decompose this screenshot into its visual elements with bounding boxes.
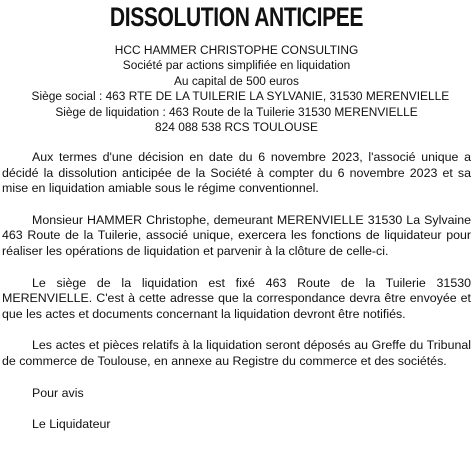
notice-body <box>2 150 471 449</box>
paragraph-liquidator: Monsieur HAMMER Christophe, demeurant MERENVIELLE 31530 La Sylvaine 463 Route de la Tuilerie, associé unique, exercera les fonctions de liquidateur pour réaliser les opérations de liquidation et parvenir à la clôture de celle-ci. <box>2 212 471 258</box>
paragraph-decision: Aux termes d'une décision en date du 6 novembre 2023, l'associé unique a décidé la dissolution anticipée de la Société à compter du 6 novembre 2023 et sa mise en liquidation amiable sous le régime conventionnel. <box>2 150 471 196</box>
company-name: HCC HAMMER CHRISTOPHE CONSULTING <box>114 43 359 57</box>
paragraph-filing: Les actes et pièces relatifs à la liquidation seront déposés au Greffe du Tribunal de commerce de Toulouse, en annexe au Registre du commerce et des sociétés. <box>2 338 471 368</box>
closing-text: Pour avis <box>32 385 84 400</box>
company-legal-form: Société par actions simplifiée en liquidation <box>122 58 351 73</box>
company-registration: 824 088 538 RCS TOULOUSE <box>155 120 318 135</box>
notice-title: DISSOLUTION ANTICIPEE <box>109 2 364 32</box>
company-capital: Au capital de 500 euros <box>173 73 299 88</box>
paragraph-liquidation-office: Le siège de la liquidation est fixé 463 Route de la Tuilerie 31530 MERENVIELLE. C'est à cette adresse que la correspondance devra être envoyée et que les actes et documents concernant la liquidation devront être notifiés. <box>2 275 471 321</box>
liquidation-office: Siège de liquidation : 463 Route de la Tuilerie 31530 MERENVIELLE <box>55 104 418 119</box>
registered-office: Siège social : 463 RTE DE LA TUILERIE LA SYLVANIE, 31530 MERENVIELLE <box>31 89 450 104</box>
company-header <box>9 43 463 135</box>
signature-text: Le Liquidateur <box>32 417 111 432</box>
